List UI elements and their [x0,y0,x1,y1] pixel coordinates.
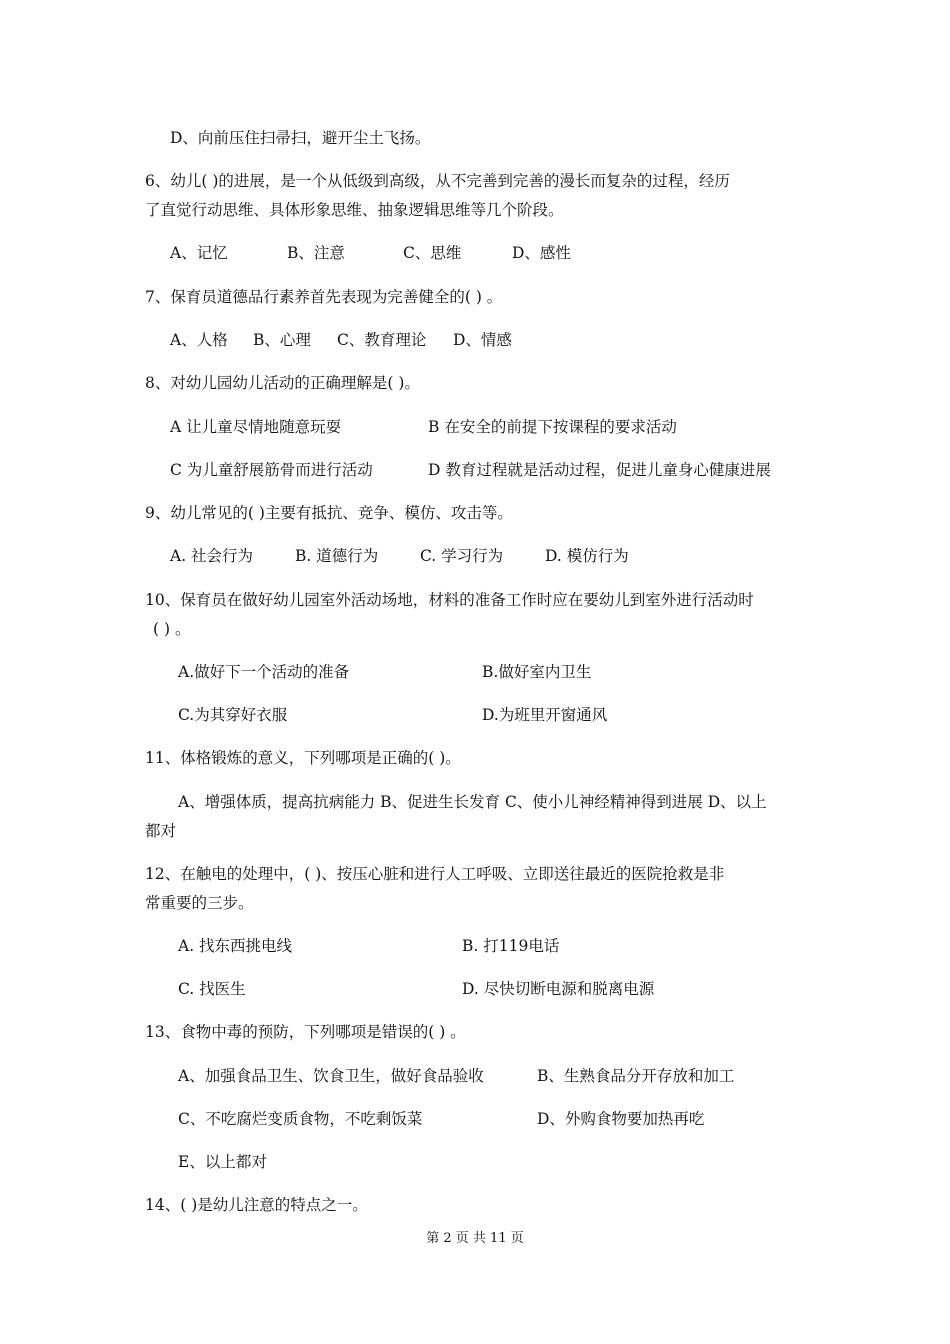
q8-option-c: C 为儿童舒展筋骨而进行活动 [170,461,373,479]
q11-question: 11、体格锻炼的意义，下列哪项是正确的( )。 [145,749,461,767]
q10-option-a: A.做好下一个活动的准备 [178,663,350,681]
q13-option-c: C、不吃腐烂变质食物，不吃剩饭菜 [178,1110,423,1128]
q12-option-a: A. 找东西挑电线 [178,937,293,955]
q10-question-line-2: ( ) 。 [153,620,191,638]
q12-question-line-2: 常重要的三步。 [145,894,254,912]
q9-option-a: A. 社会行为 [170,547,254,565]
q9-option-b: B. 道德行为 [295,547,379,565]
q6-option-c: C、思维 [403,244,462,262]
q13-option-e: E、以上都对 [178,1153,267,1171]
q8-option-b: B 在安全的前提下按课程的要求活动 [428,418,677,436]
q6-question-line-2: 了直觉行动思维、具体形象思维、抽象逻辑思维等几个阶段。 [145,201,564,219]
q13-option-a: A、加强食品卫生、饮食卫生，做好食品验收 [178,1067,484,1085]
q13-question: 13、食物中毒的预防，下列哪项是错误的( ) 。 [145,1023,466,1041]
q7-option-d: D、情感 [453,331,512,349]
q7-question: 7、保育员道德品行素养首先表现为完善健全的( ) 。 [145,288,503,306]
page-number-footer: 第 2 页 共 11 页 [426,1231,524,1246]
q12-question-line-1: 12、在触电的处理中，( )、按压心脏和进行人工呼吸、立即送往最近的医院抢救是非 [145,865,725,883]
q12-option-b: B. 打119电话 [462,937,560,955]
q6-option-d: D、感性 [512,244,571,262]
q9-question: 9、幼儿常见的( )主要有抵抗、竞争、模仿、攻击等。 [145,504,513,522]
q6-option-a: A、记忆 [170,244,228,262]
q11-options-line-2: 都对 [145,822,177,840]
q9-option-c: C. 学习行为 [420,547,504,565]
q7-option-b: B、心理 [253,331,311,349]
q10-option-b: B.做好室内卫生 [482,663,592,681]
q8-option-d: D 教育过程就是活动过程，促进儿童身心健康进展 [428,461,771,479]
q14-question: 14、( )是幼儿注意的特点之一。 [145,1196,368,1214]
q8-question: 8、对幼儿园幼儿活动的正确理解是( )。 [145,374,420,392]
q10-question-line-1: 10、保育员在做好幼儿园室外活动场地，材料的准备工作时应在要幼儿到室外进行活动时 [145,591,754,609]
q7-option-a: A、人格 [170,331,228,349]
q10-option-c: C.为其穿好衣服 [178,706,288,724]
q12-option-c: C. 找医生 [178,980,246,998]
q9-option-d: D. 模仿行为 [545,547,629,565]
q13-option-b: B、生熟食品分开存放和加工 [537,1067,735,1085]
q5-option-d: D、向前压住扫帚扫，避开尘土飞扬。 [170,129,431,147]
q11-options-line-1: A、增强体质，提高抗病能力 B、促进生长发育 C、使小儿神经精神得到进展 D、以上 [178,793,767,811]
q6-question-line-1: 6、幼儿( )的进展，是一个从低级到高级，从不完善到完善的漫长而复杂的过程，经历 [145,172,730,190]
q10-option-d: D.为班里开窗通风 [482,706,608,724]
q12-option-d: D. 尽快切断电源和脱离电源 [462,980,655,998]
q13-option-d: D、外购食物要加热再吃 [537,1110,705,1128]
q8-option-a: A 让儿童尽情地随意玩耍 [170,418,342,436]
q6-option-b: B、注意 [287,244,345,262]
q7-option-c: C、教育理论 [337,331,427,349]
